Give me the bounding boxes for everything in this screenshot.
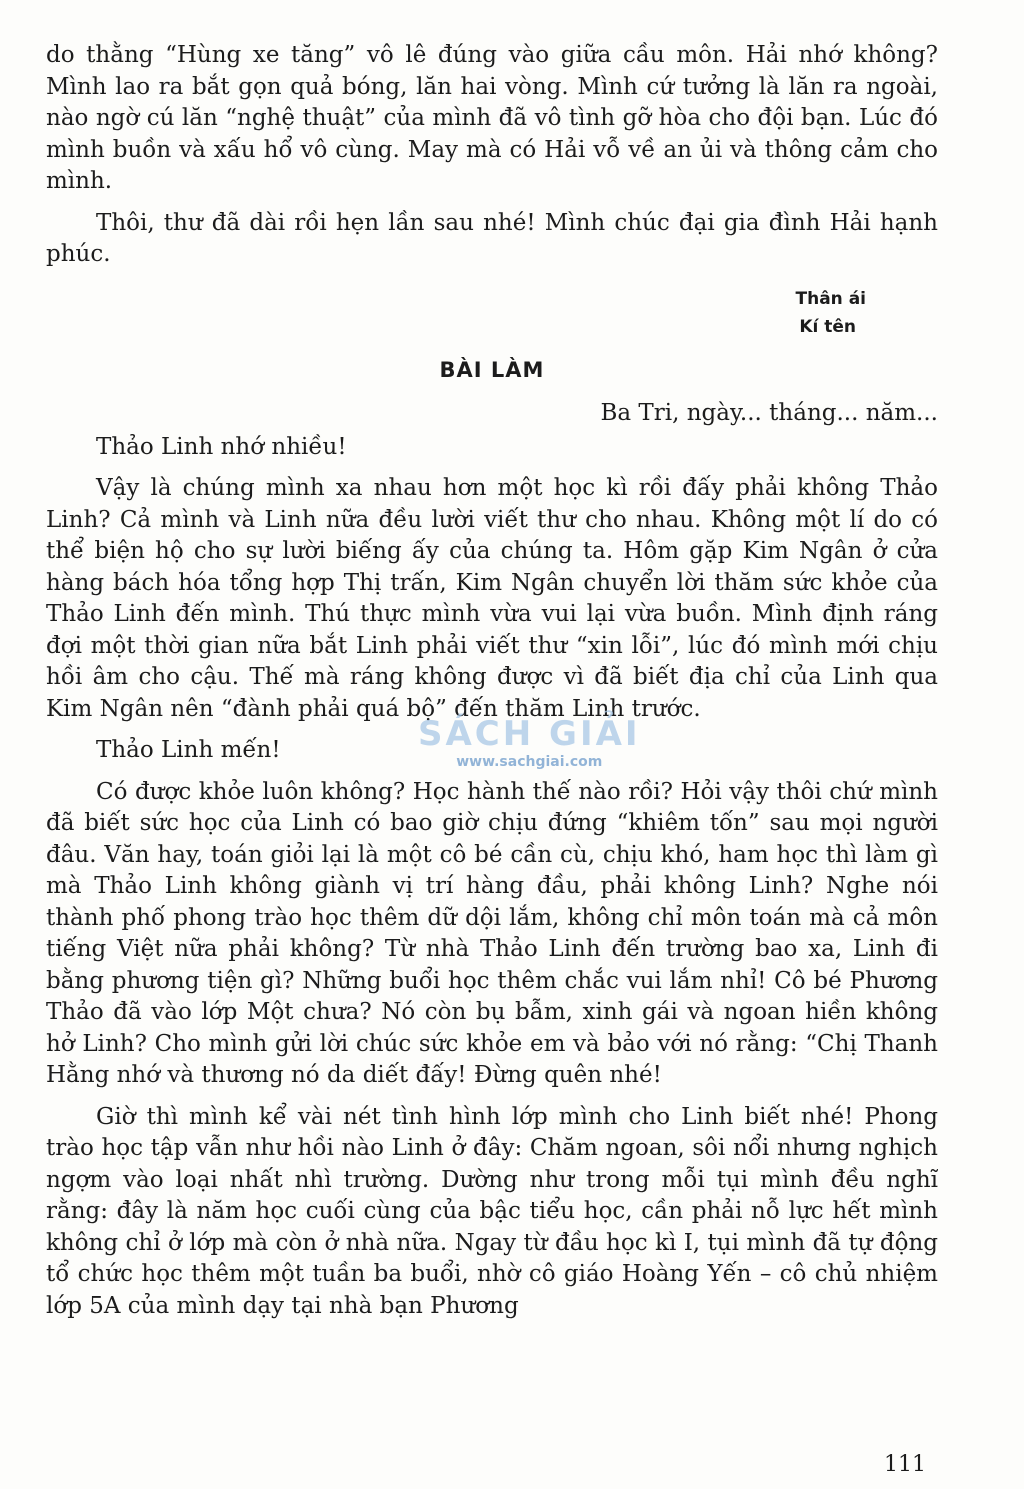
letter-paragraph-2: Thôi, thư đã dài rồi hẹn lần sau nhé! Mình chúc đại gia đình Hải hạnh phúc.: [46, 209, 938, 267]
essay-paragraph-1: Vậy là chúng mình xa nhau hơn một học kì rồi đấy phải không Thảo Linh? Cả mình và Linh nữa đều lười viết thư cho nhau. Không một lí do có thể biện hộ cho sự lười biếng ấy của chúng ta. Hôm gặp Kim Ngân ở cửa hàng bách hóa tổng hợp Thị trấn, Kim Ngân chuyển lời thăm sức khỏe của Thảo Linh đến mình. Thú thực mình vừa vui lại vừa buồn. Mình định ráng đợi một thời gian nữa bắt Linh phải viết thư “xin lỗi”, lúc đó mình mới chịu hồi âm cho cậu. Thế mà ráng không được vì đã biết địa chỉ của Linh qua Kim Ngân nên “đành phải quá bộ” đến thăm Linh trước.: [46, 475, 938, 722]
essay-dateline: Ba Tri, ngày... tháng... năm...: [600, 400, 938, 426]
essay-paragraph-3: Giờ thì mình kể vài nét tình hình lớp mình cho Linh biết nhé! Phong trào học tập vẫn như hồi nào Linh ở đây: Chăm ngoan, sôi nổi nhưng nghịch ngợm vào loại nhất nhì trường. Dường như trong mỗi tụi mình đều nghĩ rằng: đây là năm học cuối cùng của bậc tiểu học, cần phải nỗ lực hết mình không chỉ ở lớp mà còn ở nhà nữa. Ngay từ đầu học kì I, tụi mình đã tự động tổ chức học thêm một tuần ba buổi, nhờ cô giáo Hoàng Yến – cô chủ nhiệm lớp 5A của mình dạy tại nhà bạn Phương: [46, 1103, 938, 1319]
section-title: BÀI LÀM: [439, 357, 545, 382]
letter-paragraph-1: do thằng “Hùng xe tăng” vô lê đúng vào giữa cầu môn. Hải nhớ không? Mình lao ra bắt gọn quả bóng, lăn hai vòng. Mình cứ tưởng là lăn ra ngoài, nào ngờ cú lăn “nghệ thuật” của mình đã vô tình gỡ hòa cho đội bạn. Lúc đó mình buồn và xấu hổ vô cùng. May mà có Hải vỗ về an ủi và thông cảm cho mình.: [46, 42, 938, 194]
closing-regards: Thân ái: [795, 288, 866, 309]
essay-greeting: Thảo Linh nhớ nhiều!: [96, 433, 347, 460]
essay-paragraph-2: Có được khỏe luôn không? Học hành thế nào rồi? Hỏi vậy thôi chứ mình đã biết sức học của Linh có bao giờ chịu đứng “khiêm tốn” sau mọi người đâu. Văn hay, toán giỏi lại là một cô bé cần cù, chịu khó, ham học thì làm gì mà Thảo Linh không giành vị trí hàng đầu, phải không Linh? Nghe nói thành phố phong trào học thêm dữ dội lắm, không chỉ môn toán mà cả môn tiếng Việt nữa phải không? Từ nhà Thảo Linh đến trường bao xa, Linh đi bằng phương tiện gì? Những buổi học thêm chắc vui lắm nhỉ! Cô bé Phương Thảo đã vào lớp Một chưa? Nó còn bụ bẫm, xinh gái và ngoan hiền không hở Linh? Cho mình gửi lời chúc sức khỏe em và bảo với nó rằng: “Chị Thanh Hằng nhớ và thương nó da diết đấy! Đừng quên nhé!: [46, 778, 938, 1088]
watermark-brand: SÁCH GIẢI: [418, 714, 641, 754]
page-number: 111: [884, 1452, 926, 1477]
page-content: [46, 40, 938, 1332]
letter-closing: [46, 285, 938, 341]
closing-signature: Kí tên: [799, 316, 856, 337]
essay-salutation-2: Thảo Linh mến!: [96, 737, 281, 763]
watermark-url: www.sachgiai.com: [456, 754, 603, 770]
